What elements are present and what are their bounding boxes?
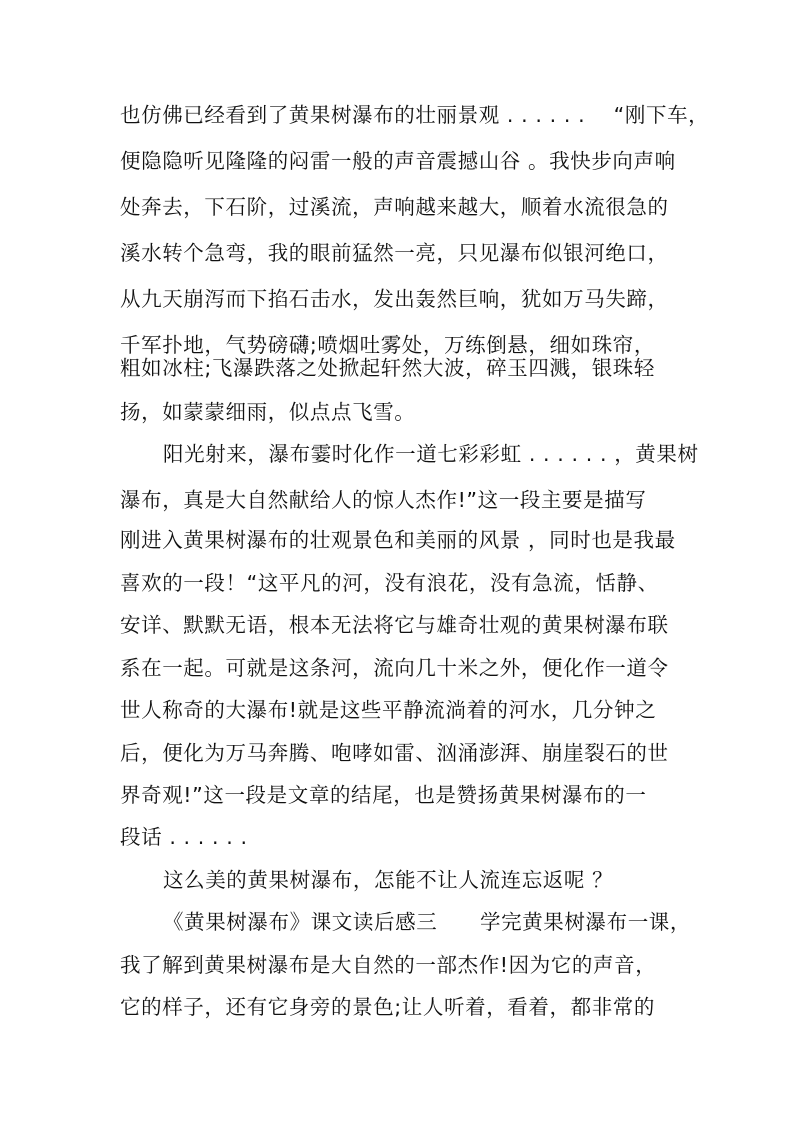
text-line-9: 阳光射来，瀑布霎时化作一道七彩彩虹 . . . . . . ，黄果树 bbox=[163, 442, 699, 466]
text-line-17: 界奇观!”这一段是文章的结尾，也是赞扬黄果树瀑布的一 bbox=[120, 783, 647, 807]
text-line-18: 段话 . . . . . . bbox=[120, 825, 248, 849]
text-line-12: 喜欢的一段！“这平凡的河，没有浪花，没有急流，恬静、 bbox=[120, 571, 659, 595]
text-line-5: 从九天崩泻而下掐石击水，发出轰然巨响，犹如万马失蹄， bbox=[120, 287, 669, 311]
text-line-13: 安详、默默无语，根本无法将它与雄奇壮观的黄果树瀑布联 bbox=[120, 613, 669, 637]
text-line-15: 世人称奇的大瀑布!就是这些平静流淌着的河水，几分钟之 bbox=[120, 698, 657, 722]
text-line-10: 瀑布，真是大自然献给人的惊人杰作!”这一段主要是描写 bbox=[120, 488, 647, 512]
text-line-4: 溪水转个急弯，我的眼前猛然一亮，只见瀑布似银河绝口， bbox=[120, 241, 669, 265]
text-line-21: 我了解到黄果树瀑布是大自然的一部杰作!因为它的声音， bbox=[120, 953, 657, 977]
text-line-1: 也仿佛已经看到了黄果树瀑布的壮丽景观 . . . . . . “刚下车， bbox=[120, 103, 710, 127]
text-line-11: 刚进入黄果树瀑布的壮观景色和美丽的风景 ，同时也是我最 bbox=[120, 528, 676, 552]
text-line-19: 这么美的黄果树瀑布，怎能不让人流连忘返呢 ？ bbox=[163, 868, 614, 892]
text-line-3: 处奔去，下石阶，过溪流，声响越来越大，顺着水流很急的 bbox=[120, 195, 669, 219]
text-line-6: 千军扑地，气势磅礴;喷烟吐雾处，万练倒悬，细如珠帘， bbox=[120, 333, 656, 357]
text-line-8: 扬，如蒙蒙细雨，似点点飞雪。 bbox=[120, 400, 416, 424]
text-line-16: 后，便化为万马奔腾、咆哮如雷、汹涌澎湃、崩崖裂石的世 bbox=[120, 741, 669, 765]
text-line-22: 它的样子，还有它身旁的景色;让人听着，看着，都非常的 bbox=[120, 995, 656, 1019]
text-line-2: 便隐隐听见隆隆的闷雷一般的声音震撼山谷 。我快步向声响 bbox=[120, 149, 676, 173]
text-line-20: 《黄果树瀑布》课文读后感三 学完黄果树瀑布一课， bbox=[163, 910, 691, 934]
text-line-7: 粗如冰柱;飞瀑跌落之处掀起轩然大波，碎玉四溅，银珠轻 bbox=[120, 356, 656, 380]
text-line-14: 系在一起。可就是这条河，流向几十米之外，便化作一道令 bbox=[120, 656, 669, 680]
